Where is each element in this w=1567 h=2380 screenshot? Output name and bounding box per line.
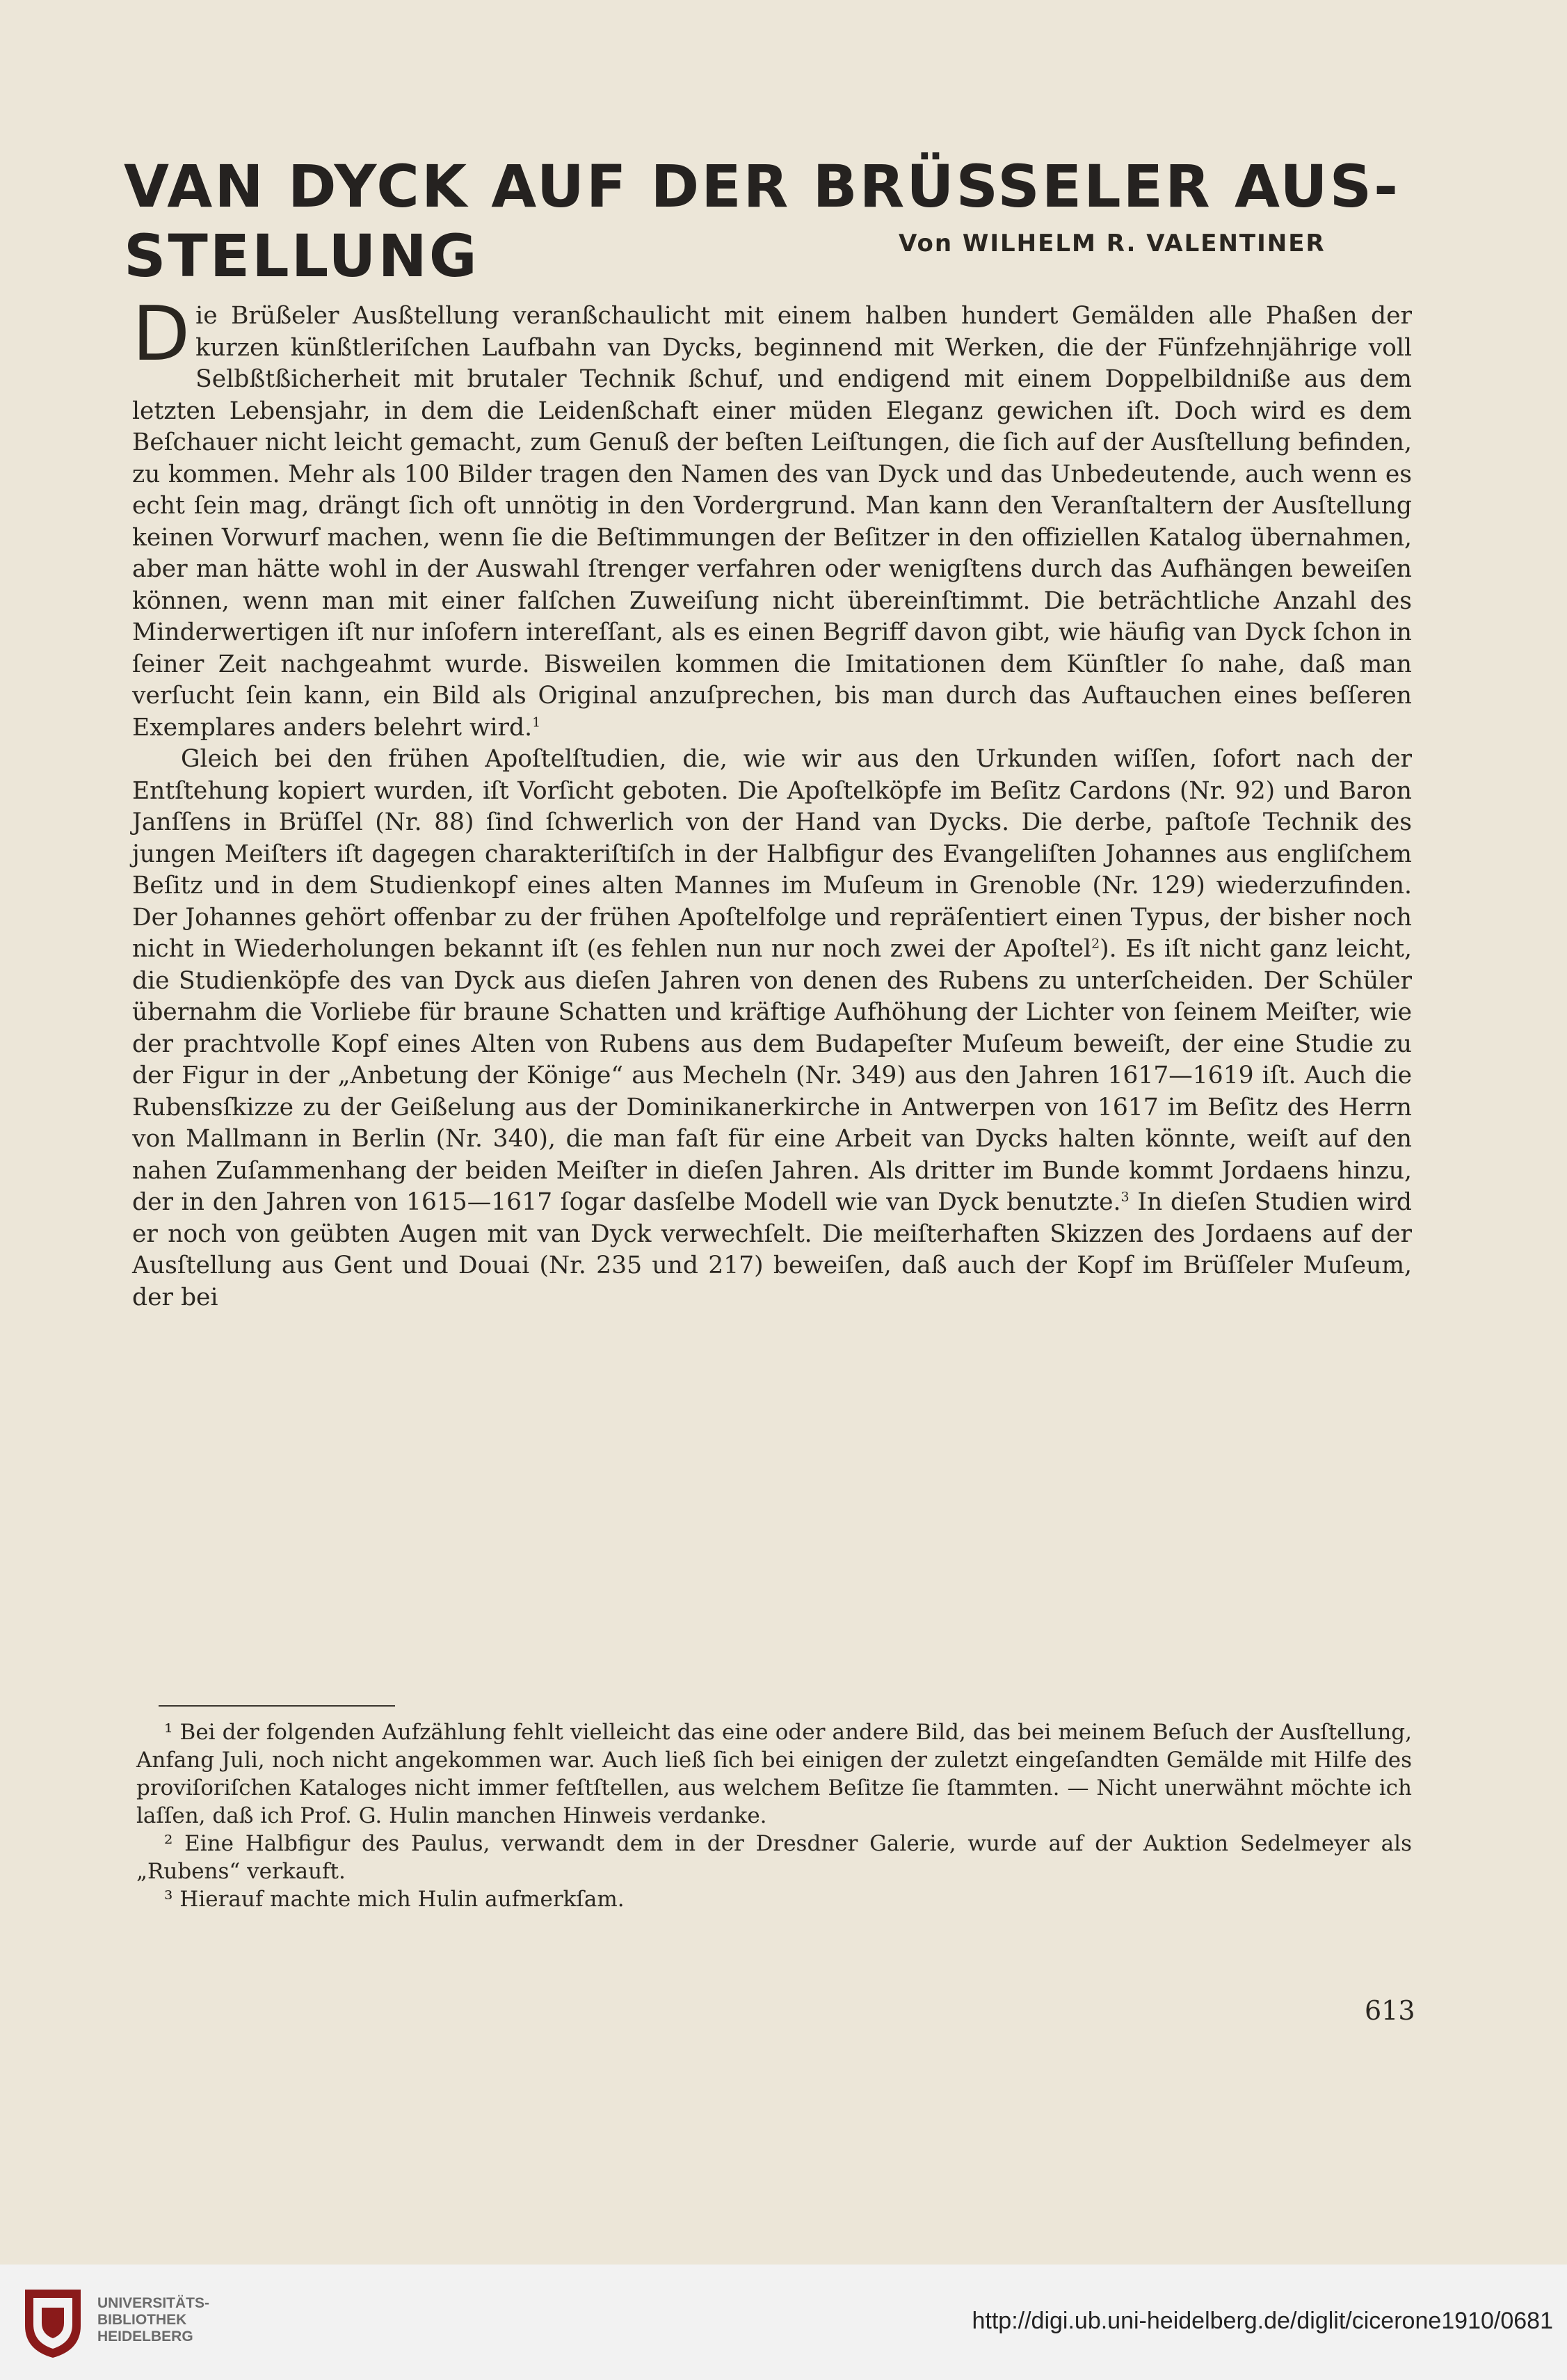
library-name-line-2: BIBLIOTHEK [97,2312,187,2328]
author-byline: Von WILHELM R. VALENTINER [899,230,1326,257]
paragraph-1-text: ie Brüßeler Ausßtellung veranßchaulicht mit einem halben hundert Gemälden alle Phaßen der kurzen künßtleriſchen Laufbahn van Dycks, beginnend mit Werken, die der Fünfzehnjährige voll Selbßtßicherheit mit brutaler Technik ßchuf, und endigend mit einem Doppelbildniße aus dem letzten Lebensjahr, in dem die Leidenßchaft einer müden Eleganz gewichen iſt. Doch wird es dem Beſchauer nicht leicht gemacht, zum Genuß der beſten Leiſtungen, die ſich auf der Ausſtellung befinden, zu kommen. Mehr als 100 Bilder tragen den Namen des van Dyck und das Unbedeutende, auch wenn es echt ſein mag, drängt ſich oft unnötig in den Vordergrund. Man kann den Veranſtaltern der Ausſtellung keinen Vorwurf machen, wenn ſie die Beſtimmungen der Beſitzer in den offiziellen Katalog übernahmen, aber man hätte wohl in der Auswahl ſtrenger verfahren oder wenigſtens durch das Aufhängen beweiſen können, wenn man mit einer falſchen Zuweiſung nicht übereinſtimmt. Die beträchtliche Anzahl des Minderwertigen iſt nur inſofern intereſſant, als es einen Begriff davon gibt, wie häufig van Dyck ſchon in ſeiner Zeit nachgeahmt wurde. Bisweilen kommen die Imitationen dem Künſtler ſo nahe, daß man verſucht ſein kann, ein Bild als Original anzuſprechen, bis man durch das Auftauchen eines beſſeren Exemplares anders belehrt wird. [132,302,1412,742]
library-name[interactable] [97,2295,209,2345]
footnote-divider [159,1705,395,1707]
drop-cap: D [132,291,191,378]
footnote-ref-1[interactable]: 1 [532,714,541,730]
article-title [124,152,1424,291]
footnote-2: ² Eine Halbfigur des Paulus, verwandt dem in der Dresdner Galerie, wurde auf der Auktion Sedelmeyer als „Rubens“ verkauft. [136,1831,1412,1884]
article-body [132,291,1412,1313]
library-name-line-3: HEIDELBERG [97,2329,193,2345]
page-number: 613 [1365,1995,1415,2026]
library-footer [0,2265,1567,2380]
footnote-1: ¹ Bei der folgenden Aufzählung fehlt vielleicht das eine oder andere Bild, das bei meinem Beſuch der Ausſtellung, Anfang Juli, noch nicht angekommen war. Auch ließ ſich bei einigen der zuletzt eingeſandten Gemälde mit Hilfe des proviſoriſchen Kataloges nicht immer feſtſtellen, aus welchem Beſitze ſie ſtammten. — Nicht unerwähnt möchte ich laſſen, daß ich Prof. G. Hulin manchen Hinweis verdanke. [136,1720,1412,1828]
footnotes [136,1718,1412,1913]
source-url-link[interactable]: http://digi.ub.uni-heidelberg.de/diglit/cicerone1910/0681 [972,2308,1553,2334]
title-line-1: VAN DYCK AUF DER BRÜSSELER AUS- [124,152,1400,221]
paragraph-2-text-a: Gleich bei den frühen Apoſtelſtudien, die, wie wir aus den Urkunden wiſſen, ſofort nach der Entſtehung kopiert wurden, iſt Vorſicht geboten. Die Apoſtelköpfe im Beſitz Cardons (Nr. 92) und Baron Janſſens in Brüſſel (Nr. 88) ſind ſchwerlich von der Hand van Dycks. Die derbe, paſtoſe Technik des jungen Meiſters iſt dagegen charakteriſtiſch in der Halbfigur des Evangeliſten Johannes aus engliſchem Beſitz und in dem Studienkopf eines alten Mannes im Muſeum in Grenoble (Nr. 129) wiederzufinden. Der Johannes gehört offenbar zu der frühen Apoſtelfolge und repräſentiert einen Typus, der bisher noch nicht in Wiederholungen bekannt iſt (es fehlen nun nur noch zwei der Apoſtel [132,745,1412,963]
paragraph-2-text-b: ). Es iſt nicht ganz leicht, die Studienköpfe des van Dyck aus dieſen Jahren von denen des Rubens zu unterſcheiden. Der Schüler übernahm die Vorliebe für braune Schatten und kräftige Aufhöhung der Lichter von ſeinem Meiſter, wie der prachtvolle Kopf eines Alten von Rubens aus dem Budapeſter Muſeum beweiſt, der eine Studie zu der Figur in der „Anbetung der Könige“ aus Mecheln (Nr. 349) aus den Jahren 1617—1619 iſt. Auch die Rubensſkizze zu der Geißelung aus der Dominikanerkirche in Antwerpen von 1617 im Beſitz des Herrn von Mallmann in Berlin (Nr. 340), die man faſt für eine Arbeit van Dycks halten könnte, weiſt auf den nahen Zuſammenhang der beiden Meiſter in dieſen Jahren. Als dritter im Bunde kommt Jordaens hinzu, der in den Jahren von 1615—1617 ſogar dasſelbe Modell wie van Dyck benutzte. [132,935,1412,1216]
footnote-3: ³ Hierauf machte mich Hulin aufmerkſam. [164,1887,625,1912]
university-seal-icon[interactable] [18,2284,88,2361]
paragraph-1 [132,291,1412,744]
paragraph-2 [132,744,1412,1313]
footnote-ref-3[interactable]: 3 [1120,1189,1130,1205]
footnote-ref-2[interactable]: 2 [1091,936,1100,952]
title-line-2: STELLUNG [124,222,479,290]
library-name-line-1: UNIVERSITÄTS- [97,2295,210,2311]
paragraph-2-text-c: In dieſen Studien wird er noch von geübten Augen mit van Dyck verwechſelt. Die meiſterhaften Skizzen des Jordaens auf der Ausſtellung aus Gent und Douai (Nr. 235 und 217) beweiſen, daß auch der Kopf im Brüſſeler Muſeum, der bei [132,1188,1412,1311]
